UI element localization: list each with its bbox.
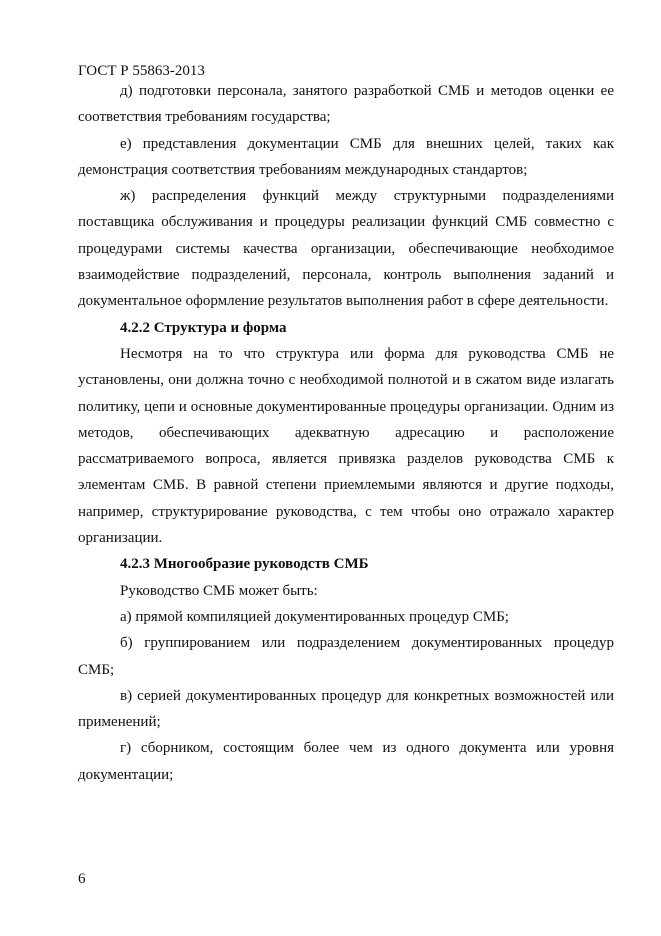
list-item-b: б) группированием или подразделением документированных процедур СМБ; xyxy=(78,635,614,678)
list-item-v: в) серией документированных процедур для конкретных возможностей или применений; xyxy=(78,687,614,731)
document-body xyxy=(78,78,614,788)
document-header: ГОСТ Р 55863-2013 xyxy=(78,63,205,79)
paragraph-item-zh: ж) распределения функций между структурными подразделениями поставщика обслуживания и процедуры реализации функций СМБ совместно с процедурами системы качества организации, обеспечивающие необходимое взаимодействие подразделений, персонала, контроль выполнения заданий и документальное оформление результатов выполнения работ в сфере деятельности. xyxy=(78,188,614,310)
section-heading-4-2-2: 4.2.2 Структура и форма xyxy=(120,319,287,336)
paragraph-may-be: Руководство СМБ может быть: xyxy=(120,582,318,599)
paragraph-item-d: д) подготовки персонала, занятого разработкой СМБ и методов оценки ее соответствия требованиям государства; xyxy=(78,83,614,126)
list-item-a: а) прямой компиляцией документированных процедур СМБ; xyxy=(120,608,509,625)
section-heading-4-2-3: 4.2.3 Многообразие руководств СМБ xyxy=(120,556,369,573)
list-item-g: г) сборником, состоящим более чем из одного документа или уровня документации; xyxy=(78,740,614,783)
paragraph-item-e: е) представления документации СМБ для внешних целей, таких как демонстрация соответствия требованиям международных стандартов; xyxy=(78,135,614,178)
page-number: 6 xyxy=(78,871,86,887)
paragraph-structure: Несмотря на то что структура или форма для руководства СМБ не установлены, они должна точно с необходимой полнотой и в сжатом виде излагать политику, цепи и основные документированные процедуры организации. Одним из методов, обеспечивающих адекватную адресацию и расположение рассматриваемого вопроса, является привязка разделов руководства СМБ к элементам СМБ. В равной степени приемлемыми являются и другие подходы, например, структурирование руководства, с тем чтобы оно отражало характер организации. xyxy=(78,345,614,547)
